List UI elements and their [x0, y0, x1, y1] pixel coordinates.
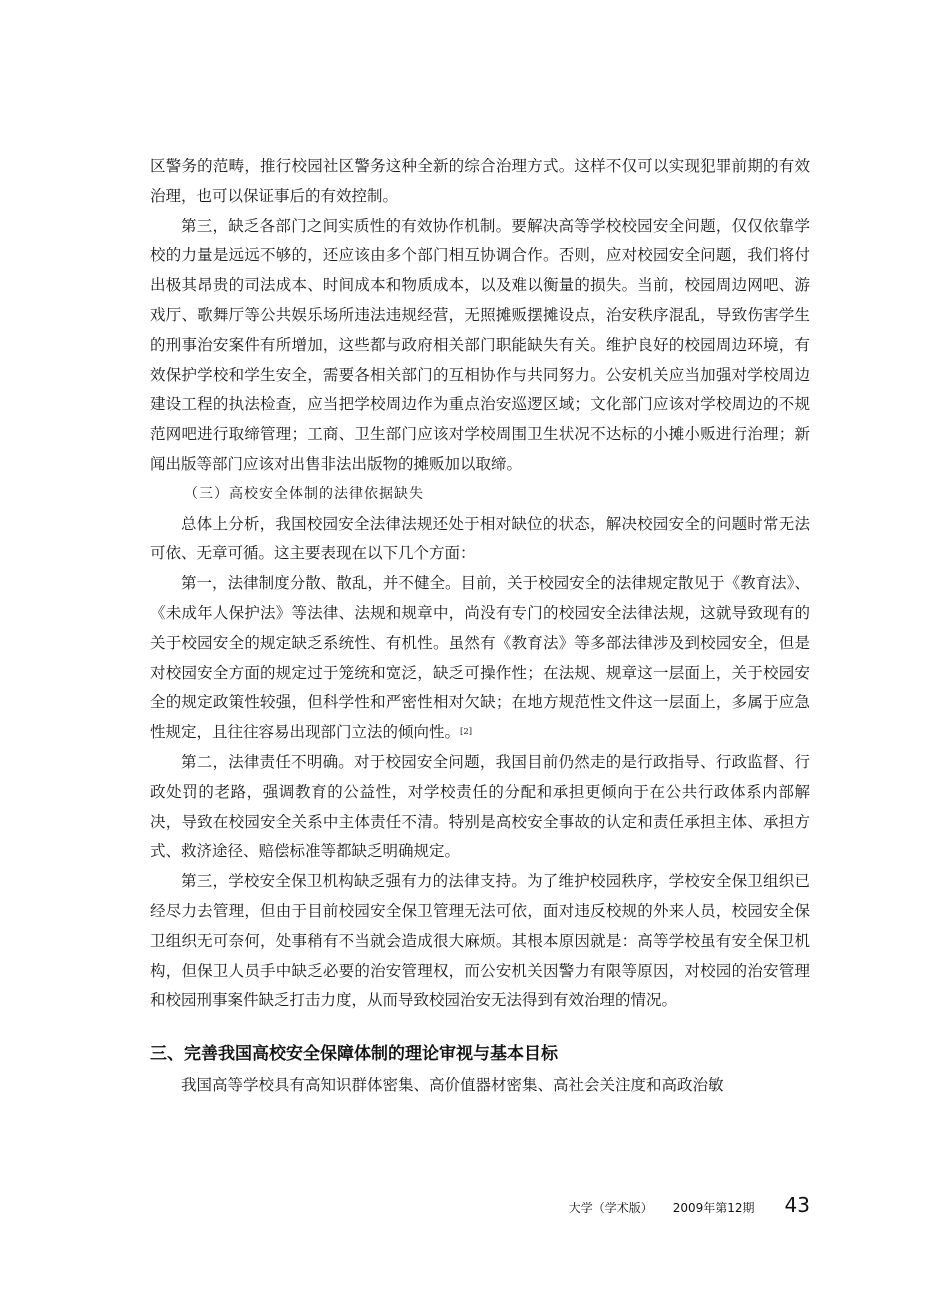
paragraph-overview: 总体上分析，我国校园安全法律法规还处于相对缺位的状态，解决校园安全的问题时常无法可依、无章可循。这主要表现在以下几个方面： — [150, 514, 810, 563]
page-number: 43 — [784, 1193, 810, 1217]
paragraph-first-point-text: 第一，法律制度分散、散乱，并不健全。目前，关于校园安全的法律规定散见于《教育法》、《未成年人保护法》等法律、法规和规章中，尚没有专门的校园安全法律法规，这就导致现有的关于校园安全的规定缺乏系统性、有机性。虽然有《教育法》等多部法律涉及到校园安全，但是对校园安全方面的规定过于笼统和宽泛，缺乏可操作性；在法规、规章这一层面上，关于校园安全的规定政策性较强，但科学性和严密性相对欠缺；在地方规范性文件这一层面上，多属于应急性规定，且往往容易出现部门立法的倾向性。 — [150, 574, 810, 742]
paragraph-third-point: 第三，学校安全保卫机构缺乏强有力的法律支持。为了维护校园秩序，学校安全保卫组织已经尽力去管理，但由于目前校园安全保卫管理无法可依，面对违反校规的外来人员，校园安全保卫组织无可奈何，处事稍有不当就会造成很大麻烦。其根本原因就是：高等学校虽有安全保卫机构，但保卫人员手中缺乏必要的治安管理权，而公安机关因警力有限等原因，对校园的治安管理和校园刑事案件缺乏打击力度，从而导致校园治安无法得到有效治理的情况。 — [150, 872, 810, 1010]
citation-ref: [2] — [460, 727, 473, 738]
page-footer — [569, 1193, 810, 1217]
subsection-heading: （三）高校安全体制的法律依据缺失 — [184, 485, 424, 502]
section-heading: 三、完善我国高校安全保障体制的理论审视与基本目标 — [150, 1044, 558, 1065]
paragraph-first-point — [150, 569, 810, 748]
paragraph-coordination: 第三，缺乏各部门之间实质性的有效协作机制。要解决高等学校校园安全问题，仅仅依靠学校的力量是远远不够的，还应该由多个部门相互协调合作。否则，应对校园安全问题，我们将付出极其昂贵的司法成本、时间成本和物质成本，以及难以衡量的损失。当前，校园周边网吧、游戏厅、歌舞厅等公共娱乐场所违法违规经营，无照摊贩摆摊设点，治安秩序混乱，导致伤害学生的刑事治安案件有所增加，这些都与政府相关部门职能缺失有关。维护良好的校园周边环境，有效保护学校和学生安全，需要各相关部门的互相协作与共同努力。公安机关应当加强对学校周边建设工程的执法检查，应当把学校周边作为重点治安巡逻区域；文化部门应该对学校周边的不规范网吧进行取缔管理；工商、卫生部门应该对学校周围卫生状况不达标的小摊小贩进行治理；新闻出版等部门应该对出售非法出版物的摊贩加以取缔。 — [150, 216, 810, 473]
article-body — [150, 152, 810, 1101]
paragraph-section-intro: 我国高等学校具有高知识群体密集、高价值器材密集、高社会关注度和高政治敏 — [181, 1076, 724, 1095]
issue-label: 2009年第12期 — [672, 1201, 755, 1215]
paragraph-second-point: 第二，法律责任不明确。对于校园安全问题，我国目前仍然走的是行政指导、行政监督、行政处罚的老路，强调教育的公益性，对学校责任的分配和承担更倾向于在公共行政体系内部解决，导致在校园安全关系中主体责任不清。特别是高校安全事故的认定和责任承担主体、承担方式、救济途径、赔偿标准等都缺乏明确规定。 — [150, 752, 810, 861]
paragraph-continued: 区警务的范畴，推行校园社区警务这种全新的综合治理方式。这样不仅可以实现犯罪前期的有效治理，也可以保证事后的有效控制。 — [150, 157, 810, 205]
journal-name: 大学（学术版） — [568, 1201, 653, 1215]
